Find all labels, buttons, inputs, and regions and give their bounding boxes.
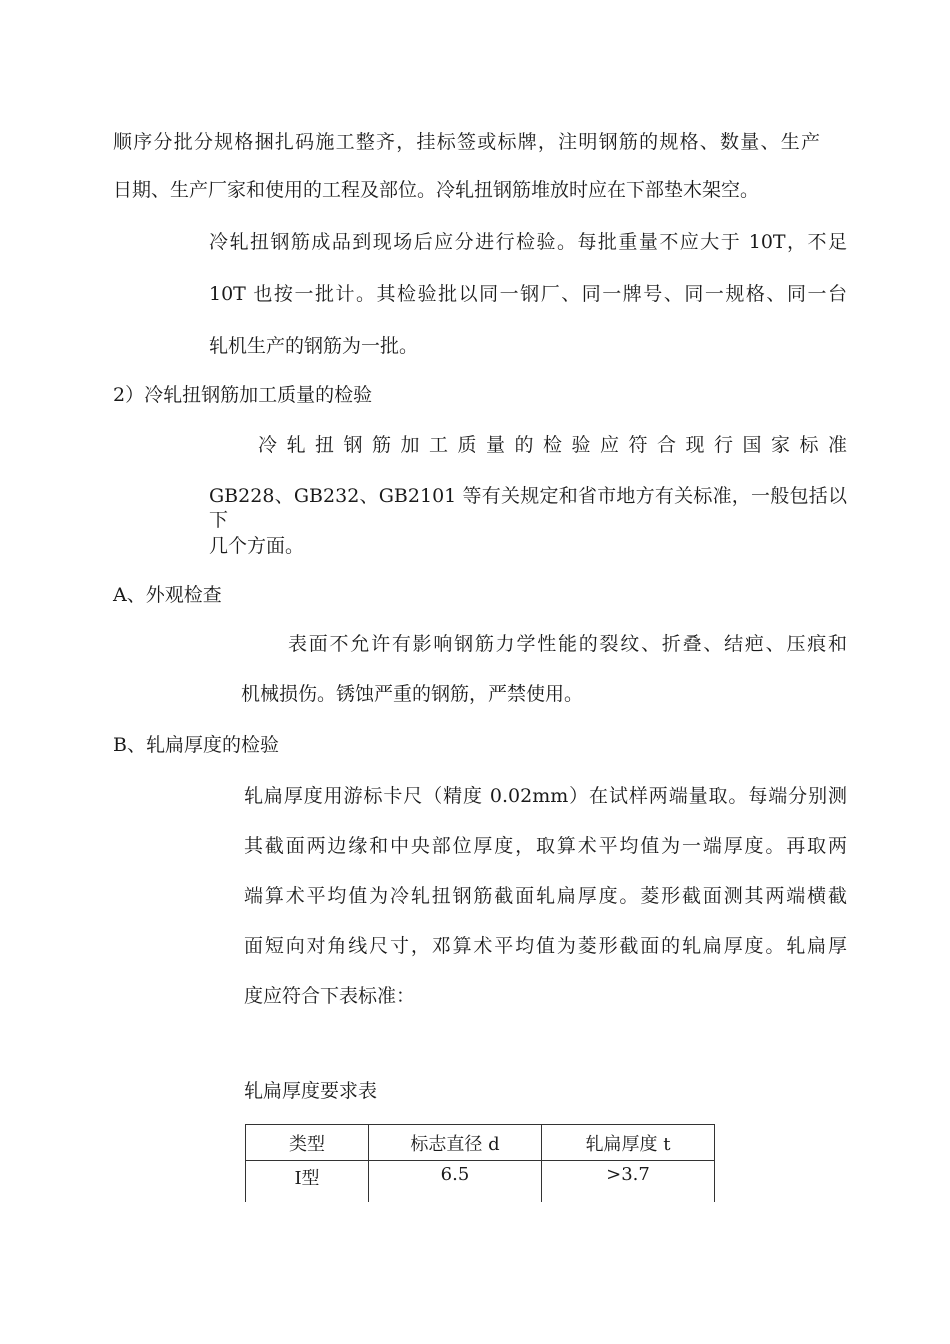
paragraph-line: 表面不允许有影响钢筋力学性能的裂纹、折叠、结疤、压痕和: [288, 633, 847, 655]
paragraph-line: 面短向对角线尺寸，邓算术平均值为菱形截面的轧扁厚度。轧扁厚: [244, 935, 847, 957]
table-caption: 轧扁厚度要求表: [244, 1080, 378, 1102]
table-header-row: [246, 1125, 715, 1161]
table-cell-thickness: >3.7: [542, 1161, 715, 1203]
paragraph-line: 轧扁厚度用游标卡尺（精度 0.02mm）在试样两端量取。每端分别测: [244, 785, 847, 807]
paragraph-line: 10T 也按一批计。其检验批以同一钢厂、同一牌号、同一规格、同一台: [209, 283, 847, 305]
table-row: [246, 1161, 715, 1203]
paragraph-line: 日期、生产厂家和使用的工程及部位。冷轧扭钢筋堆放时应在下部垫木架空。: [113, 179, 760, 201]
paragraph-line: 几个方面。: [209, 535, 305, 557]
paragraph-line: 冷轧扭钢筋加工质量的检验应符合现行国家标准: [258, 434, 847, 456]
table-cell-type: Ⅰ型: [246, 1161, 369, 1203]
column-header-thickness: 轧扁厚度 t: [542, 1125, 715, 1161]
paragraph-line: 机械损伤。锈蚀严重的钢筋，严禁使用。: [241, 683, 584, 705]
section-heading: A、外观检查: [113, 584, 222, 606]
table-cell-diameter: 6.5: [369, 1161, 542, 1203]
paragraph-line: 度应符合下表标准：: [244, 985, 416, 1007]
paragraph-line: 冷轧扭钢筋成品到现场后应分进行检验。每批重量不应大于 10T，不足: [209, 231, 847, 253]
paragraph-line: 其截面两边缘和中央部位厚度，取算术平均值为一端厚度。再取两: [244, 835, 847, 857]
paragraph-line: GB228、GB232、GB2101 等有关规定和省市地方有关标准，一般包括以下: [209, 485, 847, 531]
paragraph-line: 端算术平均值为冷轧扭钢筋截面轧扁厚度。菱形截面测其两端横截: [244, 885, 847, 907]
paragraph-line: 轧机生产的钢筋为一批。: [209, 335, 419, 357]
section-heading: B、轧扁厚度的检验: [113, 734, 279, 756]
column-header-diameter: 标志直径 d: [369, 1125, 542, 1161]
thickness-table: [245, 1124, 715, 1202]
section-heading: 2）冷轧扭钢筋加工质量的检验: [113, 384, 373, 406]
paragraph-line: 顺序分批分规格捆扎码施工整齐，挂标签或标牌，注明钢筋的规格、数量、生产: [113, 131, 820, 153]
column-header-type: 类型: [246, 1125, 369, 1161]
